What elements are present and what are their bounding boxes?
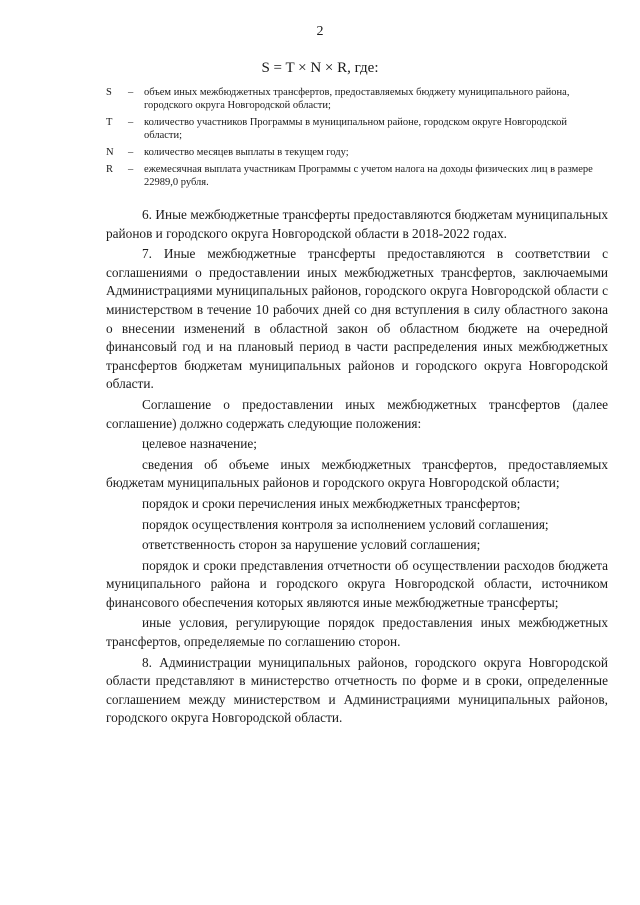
paragraph-8: 8. Администрации муниципальных районов, городского округа Новгородской области представляют в министерство отчетность по форме и в сроки, определенные соглашением между министерством и Администрациями муниципальных районов, городского округа Новгородской области. (106, 654, 608, 726)
paragraph-agreement: Соглашение о предоставлении иных межбюджетных трансфертов (далее соглашение) должно содержать следующие положения: (106, 396, 608, 431)
definition-dash: – (128, 147, 134, 158)
definition-dash: – (128, 117, 134, 128)
definition-text: объем иных межбюджетных трансфертов, предоставляемых бюджету муниципального района, городского округа Новгородской области; (144, 87, 570, 111)
list-item: ответственность сторон за нарушение условий соглашения; (142, 537, 481, 553)
definition-dash: – (128, 87, 134, 98)
formula-definitions (106, 86, 606, 193)
definition-s (106, 86, 606, 112)
definition-symbol: R (106, 164, 114, 175)
list-item: порядок осуществления контроля за исполнением условий соглашения; (142, 516, 549, 532)
list-item: целевое назначение; (142, 436, 257, 452)
list-item: сведения об объеме иных межбюджетных трансфертов, предоставляемых бюджетам муниципальных районов и городского округа Новгородской области; (106, 456, 608, 491)
formula: S = T × N × R, где: (261, 60, 379, 76)
definition-t (106, 116, 606, 142)
page-number: 2 (316, 24, 324, 39)
document-body (106, 206, 608, 728)
paragraph-6: 6. Иные межбюджетные трансферты предоставляются бюджетам муниципальных районов и городского округа Новгородской области в 2018-2022 годах. (106, 207, 608, 241)
definition-dash: – (128, 164, 134, 175)
definition-symbol: T (106, 117, 113, 128)
list-item: иные условия, регулирующие порядок предоставления иных межбюджетных трансфертов, определяемые по соглашению сторон. (106, 615, 608, 650)
definition-n (106, 146, 606, 159)
definition-r (106, 163, 606, 189)
definition-text: количество участников Программы в муниципальном районе, городском округе Новгородской области; (144, 117, 567, 141)
paragraph-7: 7. Иные межбюджетные трансферты предоставляются в соответствии с соглашениями о предоставлении иных межбюджетных трансфертов, заключаемыми Администрациями муниципальных районов, городского округа Новгородской области с министерством в течение 10 рабочих дней со дня вступления в силу областного закона о внесении изменений в областной закон об областном бюджете на очередной финансовый год и на плановый период в части распределения иных межбюджетных трансфертов бюджетам муниципальных районов и городского округа Новгородской области. (106, 246, 608, 392)
definition-text: ежемесячная выплата участникам Программы с учетом налога на доходы физических лиц в размере 22989,0 рубля. (144, 164, 593, 188)
list-item: порядок и сроки перечисления иных межбюджетных трансфертов; (142, 495, 521, 511)
list-item: порядок и сроки представления отчетности об осуществлении расходов бюджета муниципального района и городского округа Новгородской области, источником финансового обеспечения которых являются иные межбюджетные трансферты; (106, 557, 608, 610)
definition-text: количество месяцев выплаты в текущем году; (144, 147, 349, 158)
definition-symbol: N (106, 147, 114, 158)
definition-symbol: S (106, 87, 112, 98)
